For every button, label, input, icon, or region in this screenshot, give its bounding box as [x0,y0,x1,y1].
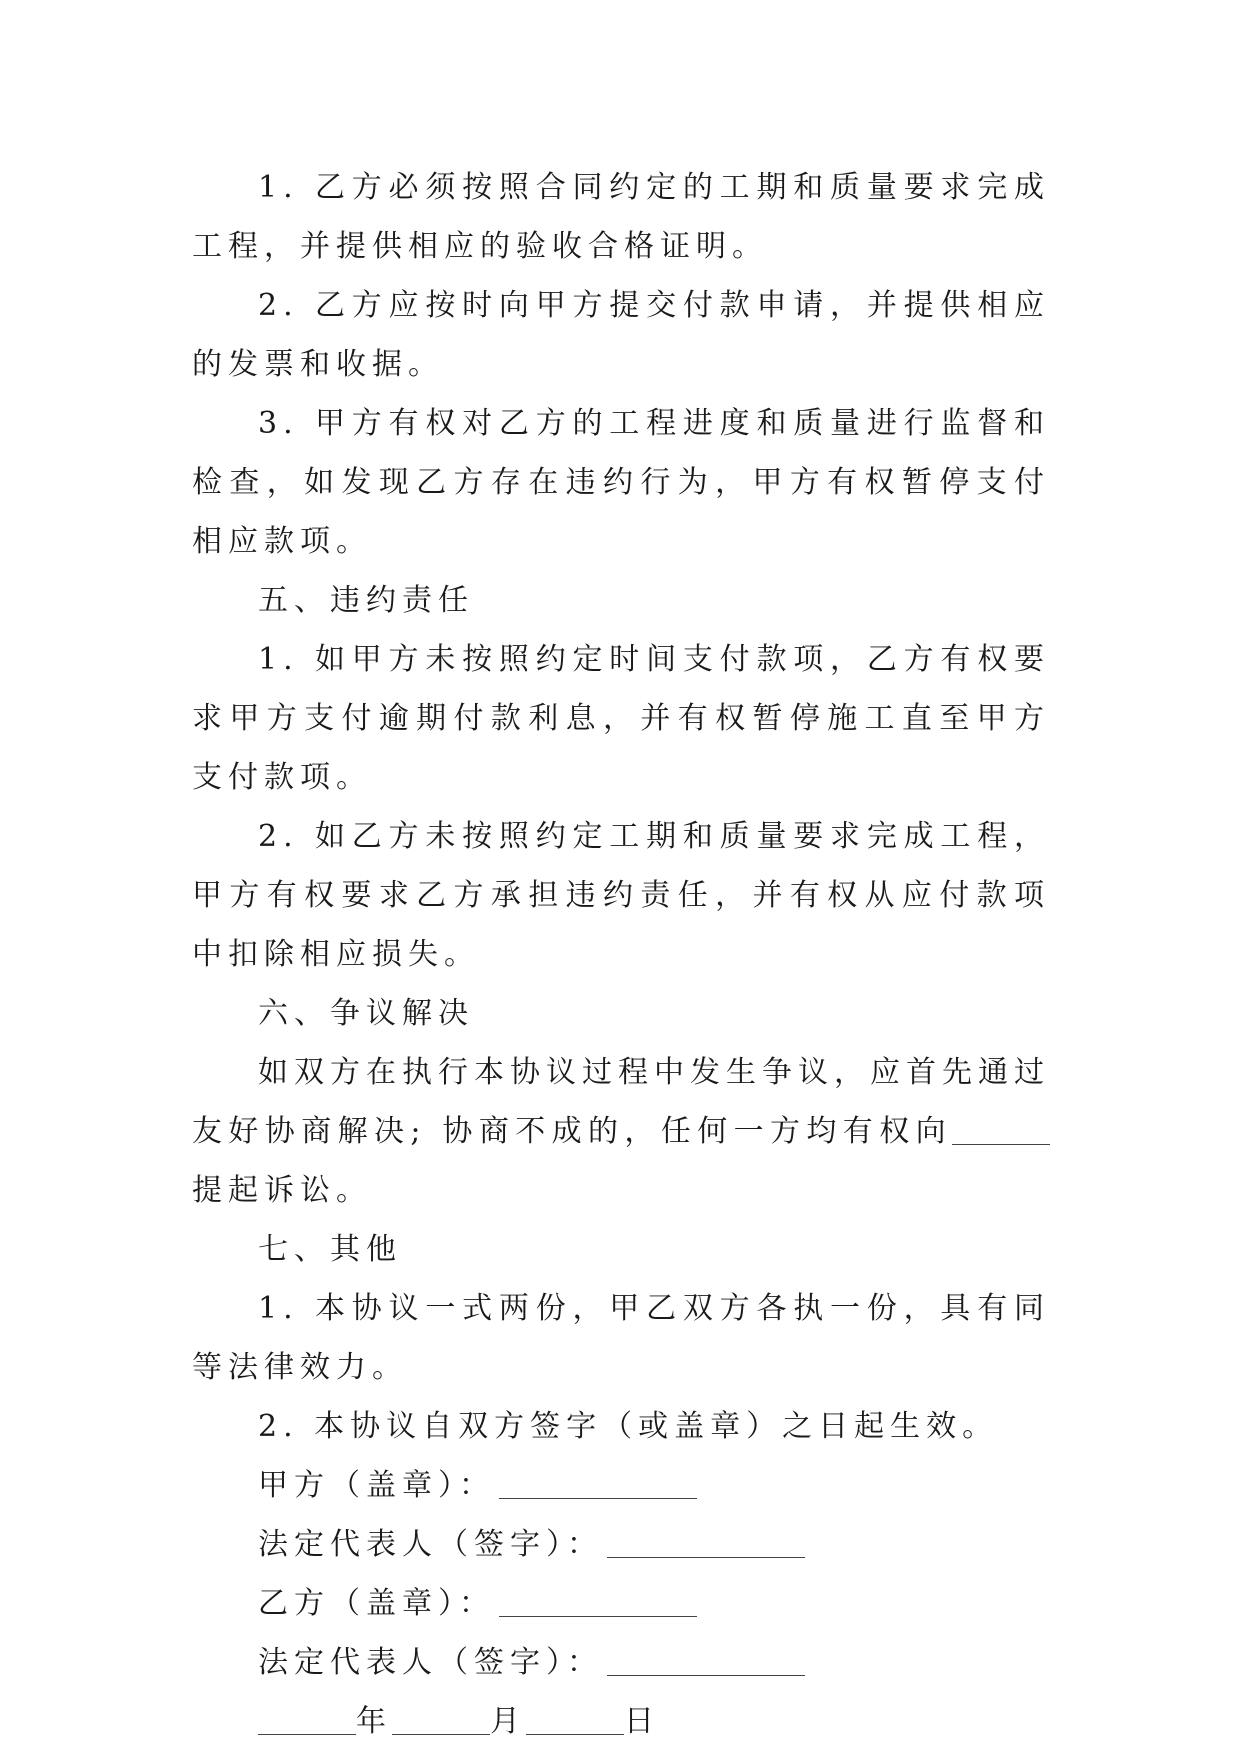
signature-blank-line [499,1582,697,1617]
signature-party-a-rep [192,1515,1050,1574]
clause-paragraph: 1. 本协议一式两份，甲乙双方各执一份，具有同等法律效力。 [192,1291,1050,1385]
signature-blank-line [499,1464,697,1499]
signature-label: 法定代表人（签字）： [258,1645,603,1680]
dispute-text-before: 如双方在执行本协议过程中发生争议，应首先通过友好协商解决; 协商不成的，任何一方均有权向 [192,1055,1050,1149]
clause-paragraph: 1. 乙方必须按照合同约定的工期和质量要求完成工程，并提供相应的验收合格证明。 [192,170,1050,264]
signature-party-b [192,1574,1050,1633]
section-heading-other: 七、其他 [258,1232,402,1267]
clause-paragraph: 2. 如乙方未按照约定工期和质量要求完成工程，甲方有权要求乙方承担违约责任，并有权从应付款项中扣除相应损失。 [192,819,1050,972]
clause-paragraph: 1. 如甲方未按照约定时间支付款项，乙方有权要求甲方支付逾期付款利息，并有权暂停施工直至甲方支付款项。 [192,642,1050,795]
signature-label: 甲方（盖章）： [258,1468,495,1503]
clause-paragraph: 2. 乙方应按时向甲方提交付款申请，并提供相应的发票和收据。 [192,288,1050,382]
clause-paragraph: 3. 甲方有权对乙方的工程进度和质量进行监督和检查，如发现乙方存在违约行为，甲方有权暂停支付相应款项。 [192,406,1050,559]
signature-party-b-rep [192,1633,1050,1692]
signature-label: 乙方（盖章）： [258,1586,495,1621]
clause-paragraph: 2. 本协议自双方签字（或盖章）之日起生效。 [258,1409,999,1444]
day-label: 日 [624,1704,660,1739]
day-blank-line [526,1700,624,1735]
signature-blank-line [607,1523,805,1558]
section-heading-breach: 五、违约责任 [258,583,474,618]
court-blank-line [952,1110,1050,1145]
year-blank-line [258,1700,356,1735]
year-label: 年 [356,1704,392,1739]
signature-label: 法定代表人（签字）： [258,1527,603,1562]
signature-blank-line [607,1641,805,1676]
section-heading-dispute: 六、争议解决 [258,996,474,1031]
document-body [192,158,1050,1751]
dispute-paragraph [192,1043,1050,1220]
month-blank-line [392,1700,490,1735]
dispute-text-after: 提起诉讼。 [192,1173,372,1208]
signature-party-a [192,1456,1050,1515]
month-label: 月 [490,1704,526,1739]
date-line [192,1692,1050,1751]
